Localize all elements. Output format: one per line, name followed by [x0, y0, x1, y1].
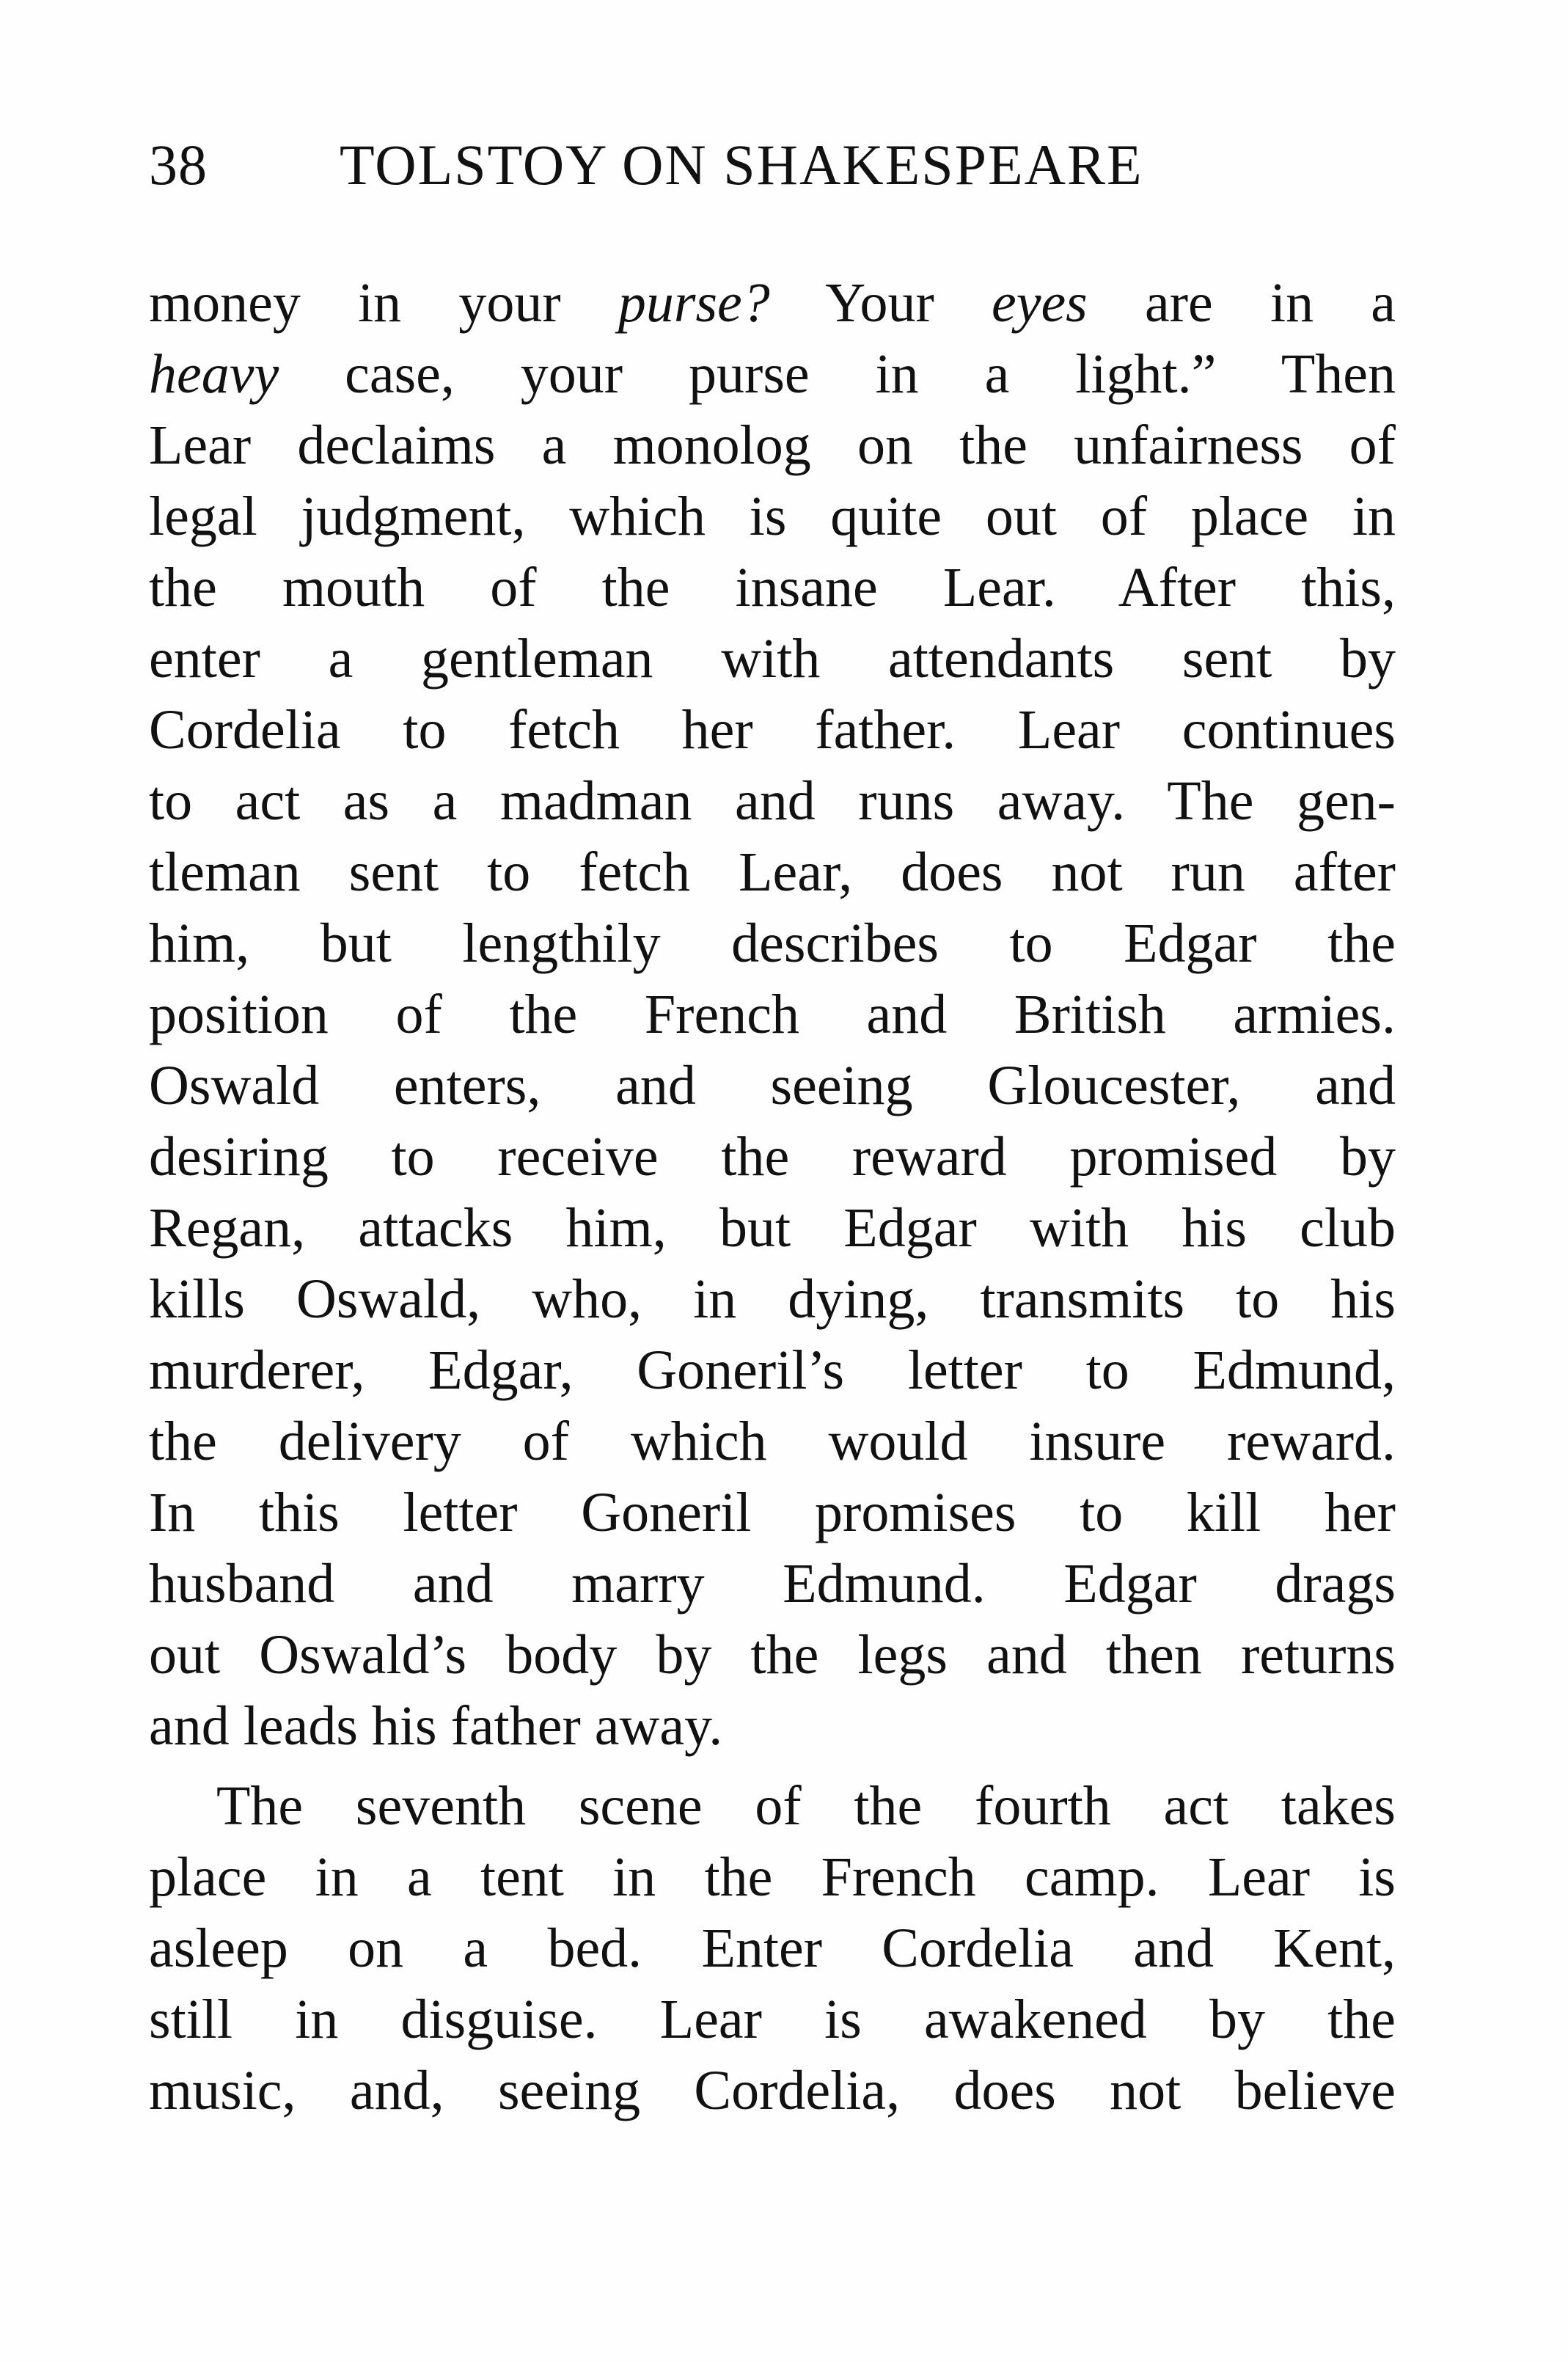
paragraph-gap	[149, 1762, 1396, 1771]
italic-word: heavy	[149, 343, 279, 405]
text-line: still in disguise. Lear is awakened by the	[149, 1989, 1396, 2050]
text-line: place in a tent in the French camp. Lear is	[149, 1846, 1396, 1908]
text-line: Oswald enters, and seeing Gloucester, and	[149, 1055, 1396, 1116]
text-line: In this letter Goneril promises to kill her	[149, 1482, 1396, 1543]
text-line: the delivery of which would insure reward.	[149, 1411, 1396, 1472]
body-text	[149, 268, 1396, 2127]
text-line: murderer, Edgar, Goneril’s letter to Edmund,	[149, 1339, 1396, 1401]
text-line: position of the French and British armies.	[149, 984, 1396, 1045]
text-line: him, but lengthily describes to Edgar the	[149, 913, 1396, 974]
text-line: and leads his father away.	[149, 1695, 723, 1757]
paragraph-1	[149, 268, 1396, 1762]
text-line: out Oswald’s body by the legs and then returns	[149, 1624, 1396, 1686]
text-line: legal judgment, which is quite out of place in	[149, 486, 1396, 547]
text-line: asleep on a bed. Enter Cordelia and Kent,	[149, 1917, 1396, 1979]
paragraph-2	[149, 1771, 1396, 2127]
italic-word: eyes	[991, 272, 1088, 334]
text-line: money in your purse? Your eyes are in a	[149, 272, 1396, 334]
running-title: TOLSTOY ON SHAKESPEARE	[340, 133, 1143, 197]
text-line: the mouth of the insane Lear. After this,	[149, 557, 1396, 618]
text-line: desiring to receive the reward promised by	[149, 1126, 1396, 1188]
text-line: husband and marry Edmund. Edgar drags	[149, 1553, 1396, 1615]
text-line: Cordelia to fetch her father. Lear continues	[149, 699, 1396, 761]
italic-word: purse?	[618, 272, 770, 334]
page-number: 38	[149, 133, 208, 197]
text-line: Lear declaims a monolog on the unfairness of	[149, 414, 1396, 476]
text-line: tleman sent to fetch Lear, does not run after	[149, 841, 1396, 903]
text-line: heavy case, your purse in a light.” Then	[149, 343, 1396, 405]
text-line: Regan, attacks him, but Edgar with his club	[149, 1197, 1396, 1259]
running-head	[149, 125, 1396, 205]
text-line: kills Oswald, who, in dying, transmits to his	[149, 1268, 1396, 1330]
text-line: The seventh scene of the fourth act takes	[216, 1775, 1396, 1837]
text-line: to act as a madman and runs away. The gen-	[149, 770, 1396, 832]
text-line: enter a gentleman with attendants sent by	[149, 628, 1396, 690]
text-line: music, and, seeing Cordelia, does not believe	[149, 2060, 1396, 2121]
